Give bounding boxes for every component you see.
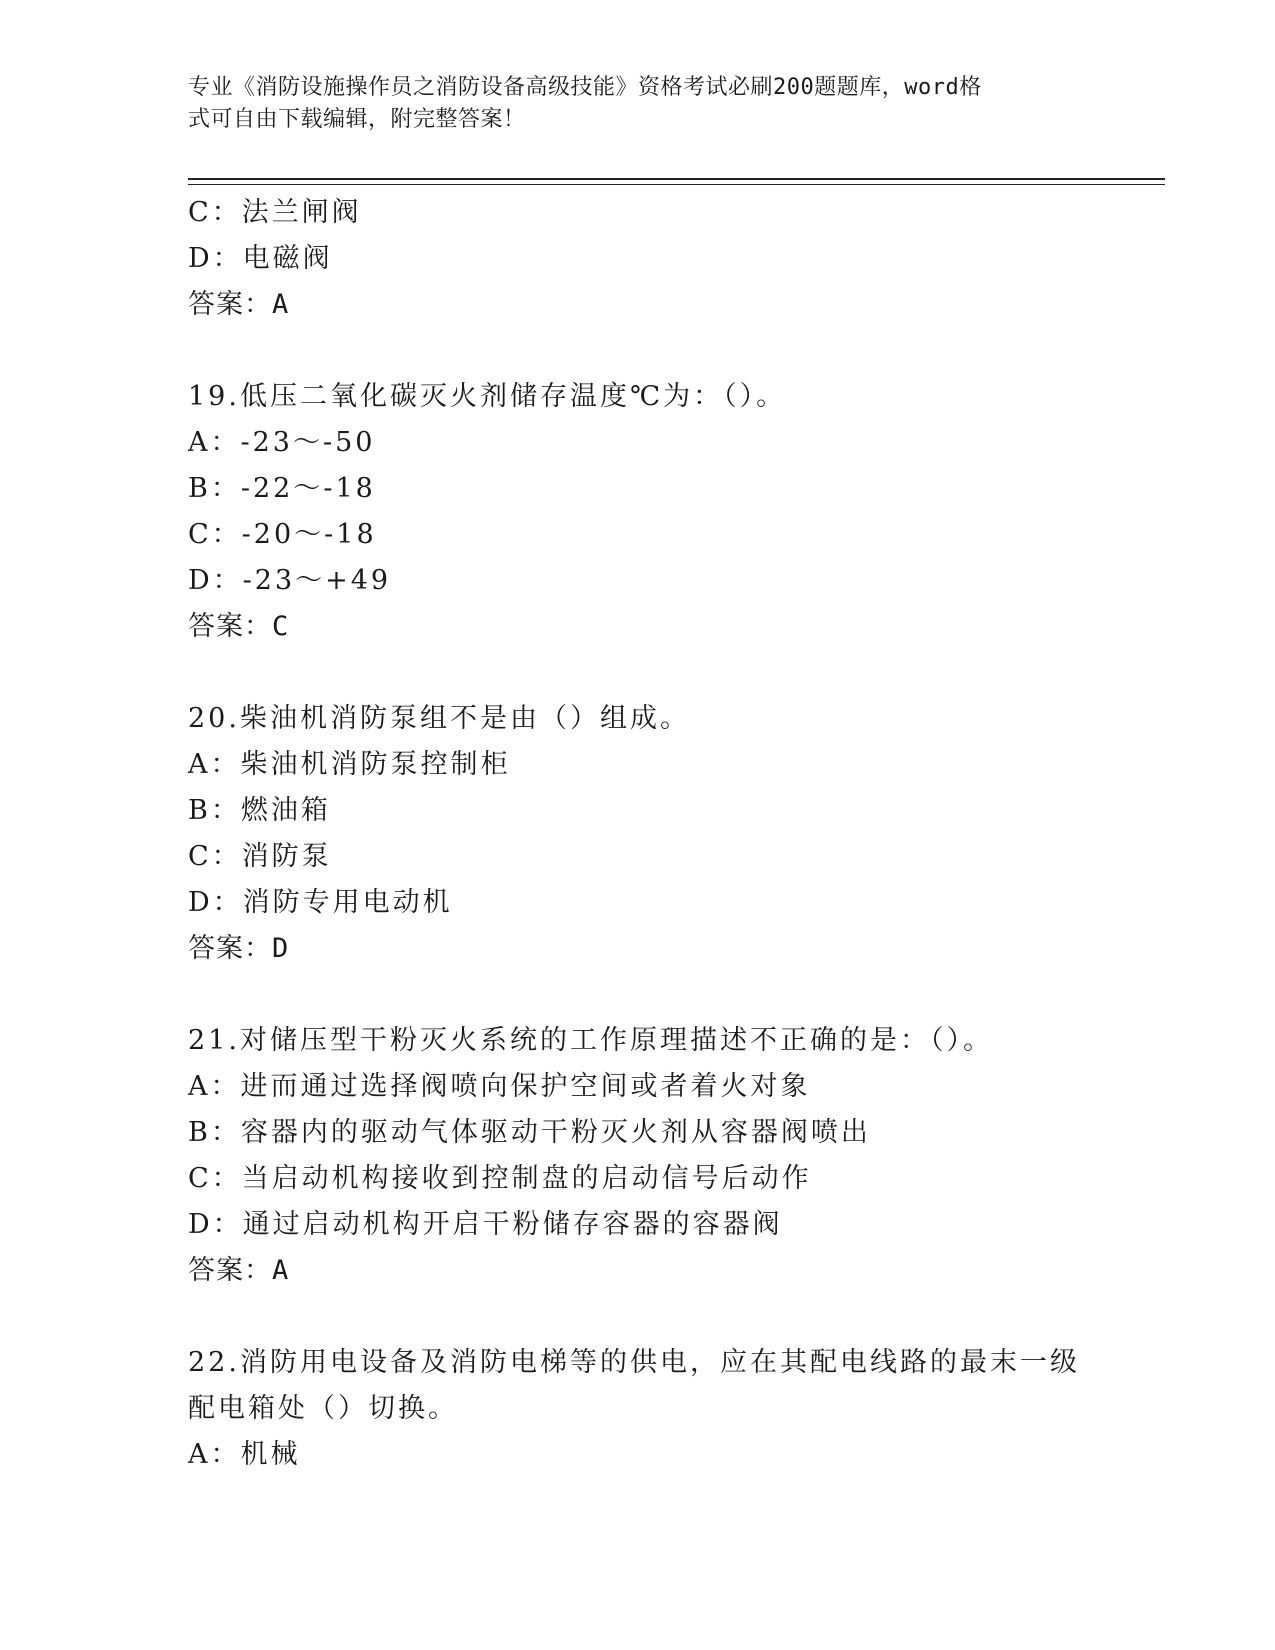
question-21 xyxy=(188,1018,1168,1294)
option-line: B：燃油箱 xyxy=(188,795,331,826)
header-line-2: 式可自由下载编辑，附完整答案！ xyxy=(188,107,526,132)
option-line: A：进而通过选择阀喷向保护空间或者着火对象 xyxy=(188,1071,811,1102)
previous-question-tail xyxy=(188,190,1168,328)
option-line: A：-23～-50 xyxy=(188,427,376,458)
option-line: D：消防专用电动机 xyxy=(188,887,453,918)
option-line: C：-20～-18 xyxy=(188,519,377,550)
option-line: B：-22～-18 xyxy=(188,473,376,504)
question-22 xyxy=(188,1340,1168,1478)
answer-line: 答案：A xyxy=(188,1255,290,1286)
answer-line: 答案：A xyxy=(188,289,290,320)
question-20 xyxy=(188,696,1168,972)
option-line: D：-23～+49 xyxy=(188,565,392,596)
option-line: C：当启动机构接收到控制盘的启动信号后动作 xyxy=(188,1163,812,1194)
question-stem: 20.柴油机消防泵组不是由（）组成。 xyxy=(188,703,690,734)
option-line: B：容器内的驱动气体驱动干粉灭火剂从容器阀喷出 xyxy=(188,1117,871,1148)
document-header xyxy=(188,72,1088,136)
header-rule-thick xyxy=(188,178,1165,180)
answer-line: 答案：C xyxy=(188,611,290,642)
option-line: A：机械 xyxy=(188,1439,301,1470)
option-line: C：法兰闸阀 xyxy=(188,197,362,228)
question-19 xyxy=(188,374,1168,650)
option-line: C：消防泵 xyxy=(188,841,332,872)
question-stem: 21.对储压型干粉灭火系统的工作原理描述不正确的是：（）。 xyxy=(188,1025,993,1056)
question-stem: 19.低压二氧化碳灭火剂储存温度℃为：（）。 xyxy=(188,381,787,412)
option-line: A：柴油机消防泵控制柜 xyxy=(188,749,511,780)
question-stem: 22.消防用电设备及消防电梯等的供电，应在其配电线路的最末一级配电箱处（）切换。 xyxy=(188,1347,1080,1424)
question-list xyxy=(188,190,1168,1478)
option-line: D：通过启动机构开启干粉储存容器的容器阀 xyxy=(188,1209,783,1240)
header-rule-thin xyxy=(188,184,1165,185)
option-line: D：电磁阀 xyxy=(188,243,333,274)
header-line-1: 专业《消防设施操作员之消防设备高级技能》资格考试必刷200题题库，word格 xyxy=(188,75,982,100)
answer-line: 答案：D xyxy=(188,933,290,964)
